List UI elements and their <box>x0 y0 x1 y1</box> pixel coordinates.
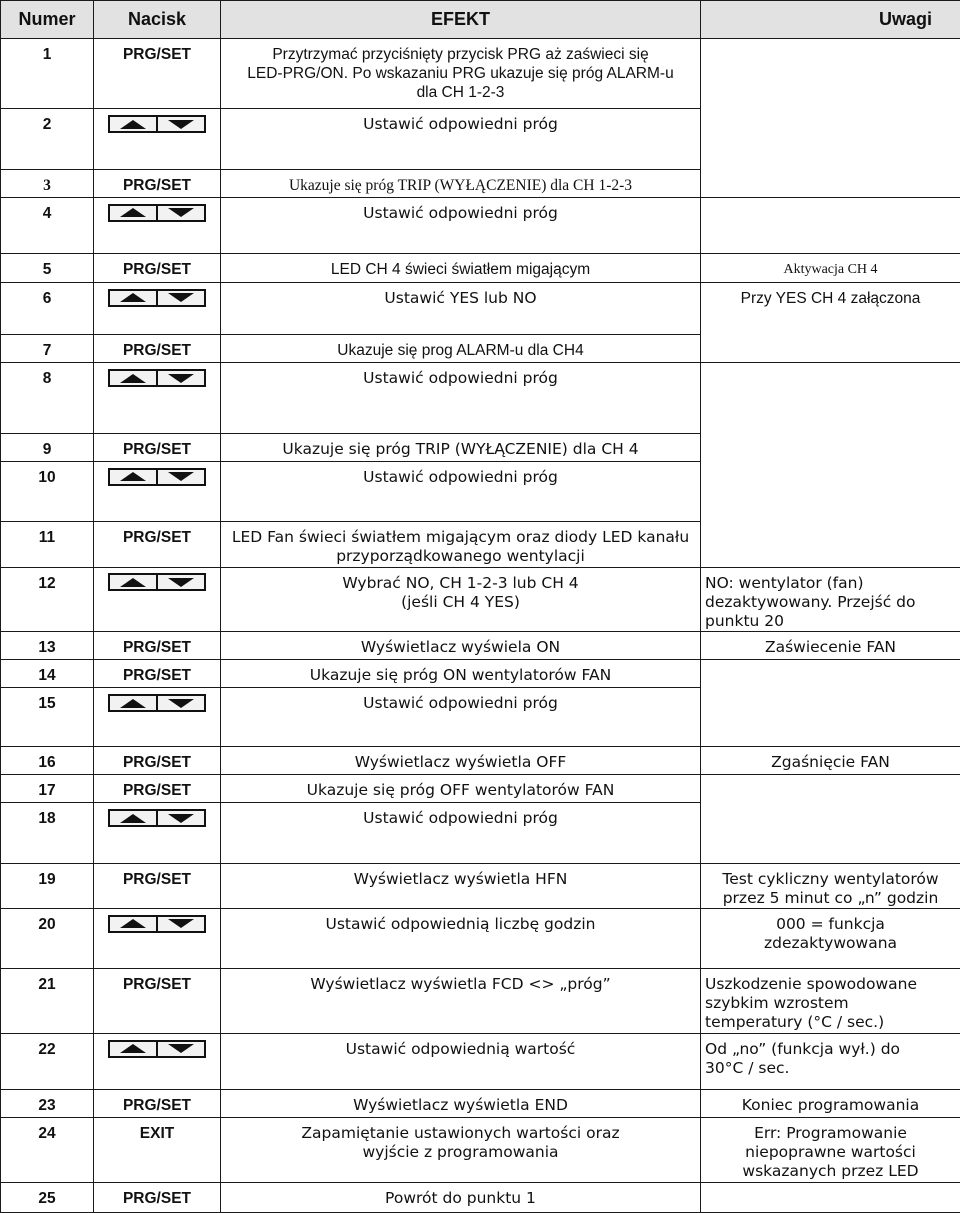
note-cell <box>701 631 960 659</box>
key-cell <box>94 567 221 631</box>
step-number <box>1 522 94 567</box>
key-cell <box>94 803 221 863</box>
table-row <box>1 746 960 774</box>
key-cell <box>94 1182 221 1212</box>
note-text: niepoprawne wartości <box>745 1143 916 1162</box>
step-number-text: 6 <box>42 289 52 307</box>
arrow-down-icon <box>168 699 194 708</box>
up-down-buttons-icon <box>108 694 206 712</box>
effect-cell <box>221 39 701 109</box>
effect-cell <box>221 969 701 1033</box>
prg-set-key-label: PRG/SET <box>122 440 192 458</box>
effect-cell <box>221 461 701 521</box>
prg-set-key-label: PRG/SET <box>122 529 192 547</box>
step-number-text: 7 <box>42 341 52 359</box>
note-text: Zgaśnięcie FAN <box>771 752 890 771</box>
note-cell <box>701 746 960 774</box>
effect-cell <box>221 282 701 334</box>
step-number-text: 21 <box>38 976 56 994</box>
effect-cell <box>221 631 701 659</box>
note-text: zdezaktywowana <box>763 933 898 952</box>
prg-set-key-label: PRG/SET <box>122 1097 192 1115</box>
step-number <box>1 863 94 908</box>
step-number <box>1 282 94 334</box>
step-number <box>1 334 94 362</box>
step-number-text: 18 <box>38 810 56 828</box>
step-number <box>1 1090 94 1118</box>
effect-cell <box>221 433 701 461</box>
step-number <box>1 198 94 254</box>
table-row <box>1 774 960 802</box>
step-number-text: 9 <box>42 440 52 458</box>
step-number <box>1 39 94 109</box>
key-cell <box>94 522 221 567</box>
prg-set-key-label: PRG/SET <box>122 176 192 194</box>
note-cell <box>701 969 960 1033</box>
note-text: temperatury (°C / sec.) <box>705 1013 885 1032</box>
step-number <box>1 461 94 521</box>
note-cell <box>701 1118 960 1182</box>
note-cell <box>701 1090 960 1118</box>
effect-text: Ustawić odpowiedni próg <box>363 115 558 134</box>
effect-cell <box>221 198 701 254</box>
arrow-up-icon <box>120 1044 146 1053</box>
step-number <box>1 254 94 282</box>
effect-text: Wyświetlacz wyświetla FCD <> „próg” <box>310 975 611 994</box>
step-number-text: 10 <box>38 468 56 486</box>
up-down-buttons-icon <box>108 115 206 133</box>
effect-cell <box>221 363 701 433</box>
step-number-text: 24 <box>38 1125 56 1143</box>
effect-text: LED Fan świeci światłem migającym oraz diody LED kanału <box>231 528 690 547</box>
table-row <box>1 660 960 688</box>
effect-cell <box>221 908 701 968</box>
effect-cell <box>221 1118 701 1182</box>
arrow-down-icon <box>168 293 194 302</box>
step-number-text: 15 <box>38 695 56 713</box>
step-number-text: 17 <box>38 781 56 799</box>
effect-text: Ustawić odpowiednią wartość <box>345 1039 576 1058</box>
up-down-buttons-icon <box>108 1040 206 1058</box>
effect-text: Ustawić odpowiednią liczbę godzin <box>325 914 596 933</box>
note-text: Zaświecenie FAN <box>764 637 897 656</box>
prg-set-key-label: PRG/SET <box>122 638 192 656</box>
step-number <box>1 746 94 774</box>
effect-text: Ustawić odpowiedni próg <box>363 809 558 828</box>
key-cell <box>94 660 221 688</box>
key-cell <box>94 688 221 746</box>
arrow-down-icon <box>168 374 194 383</box>
effect-text: dla CH 1-2-3 <box>416 84 505 101</box>
step-number <box>1 1033 94 1089</box>
effect-cell <box>221 863 701 908</box>
effect-text: Ustawić odpowiedni próg <box>363 204 558 223</box>
effect-cell <box>221 109 701 169</box>
effect-cell <box>221 1090 701 1118</box>
up-down-buttons-icon <box>108 204 206 222</box>
header-uwagi: Uwagi <box>701 1 960 39</box>
step-number <box>1 803 94 863</box>
effect-text: Przytrzymać przyciśnięty przycisk PRG aż zaświeci się <box>272 46 649 63</box>
step-number <box>1 1182 94 1212</box>
step-number <box>1 169 94 197</box>
table-row <box>1 39 960 109</box>
step-number-text: 4 <box>42 205 52 223</box>
step-number-text: 16 <box>38 753 56 771</box>
step-number-text: 23 <box>38 1097 56 1115</box>
key-cell <box>94 908 221 968</box>
note-cell <box>701 567 960 631</box>
prg-set-key-label: PRG/SET <box>122 753 192 771</box>
effect-text: (jeśli CH 4 YES) <box>401 592 520 611</box>
arrow-up-icon <box>120 120 146 129</box>
note-text: wskazanych przez LED <box>742 1162 919 1181</box>
note-cell <box>701 282 960 363</box>
effect-cell <box>221 1033 701 1089</box>
effect-text: Ukazuje się próg TRIP (WYŁĄCZENIE) dla CH 1-2-3 <box>288 176 633 194</box>
step-number-text: 12 <box>38 574 56 592</box>
key-cell <box>94 39 221 109</box>
key-cell <box>94 863 221 908</box>
up-down-buttons-icon <box>108 573 206 591</box>
step-number-text: 14 <box>38 667 56 685</box>
effect-text: Ukazuje się próg OFF wentylatorów FAN <box>306 780 615 799</box>
effect-text: wyjście z programowania <box>362 1143 559 1162</box>
key-cell <box>94 1033 221 1089</box>
effect-cell <box>221 522 701 567</box>
up-down-buttons-icon <box>108 809 206 827</box>
key-cell <box>94 334 221 362</box>
note-text: Koniec programowania <box>741 1096 920 1115</box>
arrow-up-icon <box>120 919 146 928</box>
arrow-up-icon <box>120 208 146 217</box>
effect-text: Ustawić odpowiedni próg <box>363 467 558 486</box>
effect-cell <box>221 688 701 746</box>
table-row <box>1 863 960 908</box>
effect-text: Wyświetlacz wyświela ON <box>360 637 561 656</box>
arrow-up-icon <box>120 699 146 708</box>
prg-set-key-label: PRG/SET <box>122 976 192 994</box>
step-number <box>1 774 94 802</box>
note-cell <box>701 774 960 863</box>
effect-cell <box>221 660 701 688</box>
effect-cell <box>221 254 701 282</box>
note-text: Uszkodzenie spowodowane <box>705 975 917 994</box>
step-number <box>1 688 94 746</box>
table-row <box>1 254 960 282</box>
step-number <box>1 908 94 968</box>
note-text: punktu 20 <box>705 611 785 630</box>
header-numer: Numer <box>1 1 94 39</box>
table-row <box>1 282 960 334</box>
step-number <box>1 631 94 659</box>
exit-key-label: EXIT <box>139 1125 175 1143</box>
key-cell <box>94 969 221 1033</box>
step-number-text: 25 <box>38 1189 56 1207</box>
prg-set-key-label: PRG/SET <box>122 46 192 63</box>
key-cell <box>94 109 221 169</box>
arrow-up-icon <box>120 293 146 302</box>
key-cell <box>94 169 221 197</box>
prg-set-key-label: PRG/SET <box>122 870 192 888</box>
effect-text: Ukazuje się próg TRIP (WYŁĄCZENIE) dla CH 4 <box>282 439 639 458</box>
note-text: Aktywacja CH 4 <box>783 262 878 278</box>
step-number-text: 13 <box>38 638 56 656</box>
note-cell <box>701 863 960 908</box>
arrow-down-icon <box>168 208 194 217</box>
table-row <box>1 1033 960 1089</box>
key-cell <box>94 433 221 461</box>
effect-text: Wybrać NO, CH 1-2-3 lub CH 4 <box>342 573 579 592</box>
note-cell <box>701 660 960 747</box>
arrow-up-icon <box>120 814 146 823</box>
key-cell <box>94 282 221 334</box>
step-number-text: 3 <box>43 176 51 194</box>
effect-text: Wyświetlacz wyświetla END <box>353 1096 568 1115</box>
step-number-text: 22 <box>38 1040 56 1058</box>
table-row <box>1 363 960 433</box>
effect-text: Ukazuje się próg ON wentylatorów FAN <box>309 666 612 685</box>
effect-text: Wyświetlacz wyświetla OFF <box>354 752 567 771</box>
note-text: Od „no” (funkcja wył.) do <box>705 1039 901 1058</box>
table-row <box>1 1090 960 1118</box>
table-row <box>1 1182 960 1212</box>
effect-text: Ustawić odpowiedni próg <box>363 694 558 713</box>
key-cell <box>94 774 221 802</box>
step-number <box>1 969 94 1033</box>
key-cell <box>94 1118 221 1182</box>
prg-set-key-label: PRG/SET <box>122 781 192 799</box>
up-down-buttons-icon <box>108 468 206 486</box>
effect-cell <box>221 1182 701 1212</box>
step-number-text: 1 <box>42 46 52 63</box>
up-down-buttons-icon <box>108 915 206 933</box>
effect-text: LED-PRG/ON. Po wskazaniu PRG ukazuje się próg ALARM-u <box>247 65 674 82</box>
arrow-down-icon <box>168 814 194 823</box>
effect-text: przyporządkowanego wentylacji <box>336 547 585 566</box>
prg-set-key-label: PRG/SET <box>122 261 192 279</box>
step-number <box>1 433 94 461</box>
key-cell <box>94 254 221 282</box>
step-number <box>1 567 94 631</box>
prg-set-key-label: PRG/SET <box>122 667 192 685</box>
note-text: 30°C / sec. <box>705 1058 790 1077</box>
header-nacisk: Nacisk <box>94 1 221 39</box>
note-cell <box>701 1033 960 1089</box>
prg-set-key-label: PRG/SET <box>122 341 192 359</box>
key-cell <box>94 363 221 433</box>
effect-text: Ukazuje się prog ALARM-u dla CH4 <box>337 341 584 359</box>
table-row <box>1 908 960 968</box>
table-row <box>1 198 960 254</box>
key-cell <box>94 631 221 659</box>
step-number <box>1 1118 94 1182</box>
step-number-text: 11 <box>38 529 56 547</box>
effect-cell <box>221 334 701 362</box>
step-number-text: 8 <box>42 370 52 388</box>
effect-cell <box>221 774 701 802</box>
note-text: Przy YES CH 4 załączona <box>740 289 921 307</box>
note-text: NO: wentylator (fan) <box>705 573 864 592</box>
up-down-buttons-icon <box>108 289 206 307</box>
effect-cell <box>221 803 701 863</box>
effect-cell <box>221 567 701 631</box>
note-cell <box>701 1182 960 1212</box>
arrow-down-icon <box>168 919 194 928</box>
table-row <box>1 969 960 1033</box>
key-cell <box>94 198 221 254</box>
note-text: szybkim wzrostem <box>705 994 849 1013</box>
key-cell <box>94 1090 221 1118</box>
header-row <box>1 1 960 39</box>
note-text: dezaktywowany. Przejść do <box>705 592 916 611</box>
note-text: przez 5 minut co „n” godzin <box>722 888 939 907</box>
prg-set-key-label: PRG/SET <box>122 1189 192 1207</box>
effect-text: Ustawić YES lub NO <box>384 288 537 307</box>
note-cell <box>701 363 960 567</box>
key-cell <box>94 746 221 774</box>
arrow-up-icon <box>120 472 146 481</box>
note-cell <box>701 254 960 282</box>
effect-text: LED CH 4 świeci światłem migającym <box>330 261 591 279</box>
note-cell <box>701 39 960 198</box>
effect-cell <box>221 169 701 197</box>
step-number <box>1 109 94 169</box>
header-efekt: EFEKT <box>221 1 701 39</box>
effect-text: Ustawić odpowiedni próg <box>363 369 558 388</box>
up-down-buttons-icon <box>108 369 206 387</box>
effect-text: Powrót do punktu 1 <box>385 1188 536 1207</box>
step-number-text: 20 <box>38 915 56 933</box>
arrow-down-icon <box>168 578 194 587</box>
arrow-up-icon <box>120 374 146 383</box>
key-cell <box>94 461 221 521</box>
arrow-down-icon <box>168 120 194 129</box>
arrow-down-icon <box>168 1044 194 1053</box>
note-text: Test cykliczny wentylatorów <box>722 869 939 888</box>
note-cell <box>701 908 960 968</box>
table-row <box>1 567 960 631</box>
step-number <box>1 660 94 688</box>
table-row <box>1 1118 960 1182</box>
note-text: Err: Programowanie <box>754 1124 907 1143</box>
effect-text: Zapamiętanie ustawionych wartości oraz <box>301 1124 620 1143</box>
step-number-text: 19 <box>38 870 56 888</box>
step-number-text: 2 <box>42 116 52 134</box>
arrow-up-icon <box>120 578 146 587</box>
step-number <box>1 363 94 433</box>
effect-text: Wyświetlacz wyświetla HFN <box>353 869 568 888</box>
step-number-text: 5 <box>42 261 52 279</box>
arrow-down-icon <box>168 472 194 481</box>
effect-cell <box>221 746 701 774</box>
table-row <box>1 631 960 659</box>
note-text: 000 = funkcja <box>776 914 885 933</box>
